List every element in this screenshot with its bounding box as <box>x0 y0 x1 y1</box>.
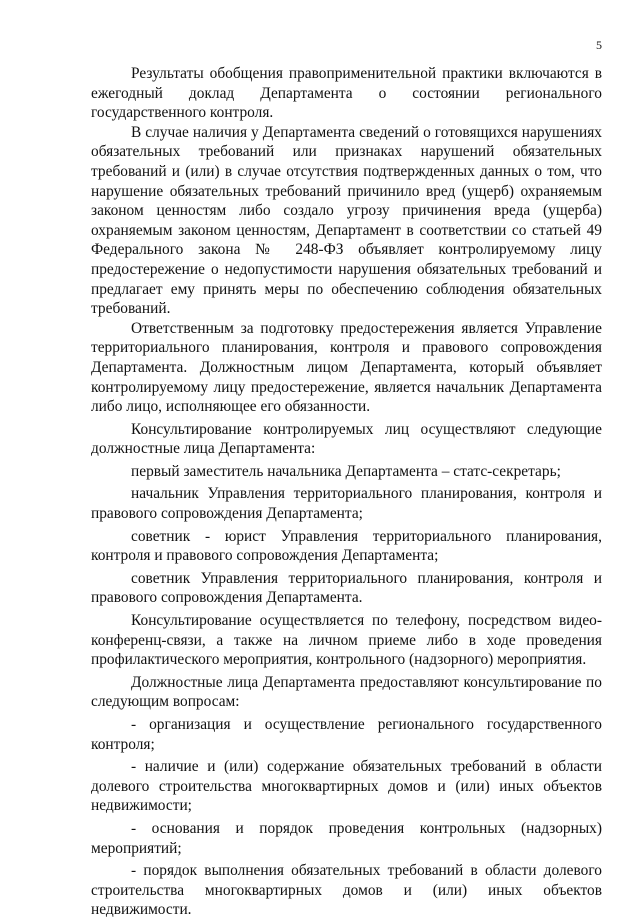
paragraph-results-summary: Результаты обобщения правоприменительной практики включаются в ежегодный доклад Департамента о состоянии регионального государственного контроля. <box>91 65 602 122</box>
page-number: 5 <box>596 38 602 52</box>
list-item-head-of-division: начальник Управления территориального планирования, контроля и правового сопровождения Департамента; <box>91 485 602 523</box>
list-item-topic-requirements: - наличие и (или) содержание обязательных требований в области долевого строительства многоквартирных домов и (или) иных объектов недвижимости; <box>91 758 602 815</box>
paragraph-warning-responsible: Ответственным за подготовку предостережения является Управление территориального планирования, контроля и правового сопровождения Департамента. Должностным лицом Департамента, который объявляет контролируемому лицу предостережение, является начальник Департамента либо лицо, исполняющее его обязанности. <box>91 319 602 416</box>
paragraph-consulting-methods: Консультирование осуществляется по телефону, посредством видео-конференц-связи, а также на личном приеме либо в ходе проведения профилактического мероприятия, контрольного (надзорного) мероприятия. <box>91 612 602 669</box>
list-item-first-deputy: первый заместитель начальника Департамента – статс-секретарь; <box>131 462 561 480</box>
paragraph-consulting-officials: Консультирование контролируемых лиц осуществляют следующие должностные лица Департамента: <box>91 420 602 458</box>
list-item-advisor: советник Управления территориального планирования, контроля и правового сопровождения Департамента. <box>91 569 602 607</box>
paragraph-consulting-topics: Должностные лица Департамента предоставляют консультирование по следующим вопросам: <box>91 673 602 711</box>
list-item-topic-grounds: - основания и порядок проведения контрольных (надзорных) мероприятий; <box>91 819 602 857</box>
list-item-advisor-lawyer: советник - юрист Управления территориального планирования, контроля и правового сопровождения Департамента; <box>91 527 602 565</box>
paragraph-warning-grounds: В случае наличия у Департамента сведений о готовящихся нарушениях обязательных требований или признаках нарушений обязательных требований и (или) в случае отсутствия подтвержденных данных о том, что нарушение обязательных требований причинило вред (ущерб) охраняемым законом ценностям либо создало угрозу причинения вреда (ущерба) охраняемым законом ценностям, Департамент в соответствии со статьей 49 Федерального закона № 248-ФЗ объявляет контролируемому лицу предостережение о недопустимости нарушения обязательных требований и предлагает ему принять меры по обеспечению соблюдения обязательных требований. <box>91 123 602 318</box>
document-body <box>91 64 602 920</box>
list-item-topic-control: - организация и осуществление регионального государственного контроля; <box>91 716 602 753</box>
list-item-topic-compliance: - порядок выполнения обязательных требований в области долевого строительства многоквартирных домов и (или) иных объектов недвижимости. <box>91 862 602 919</box>
